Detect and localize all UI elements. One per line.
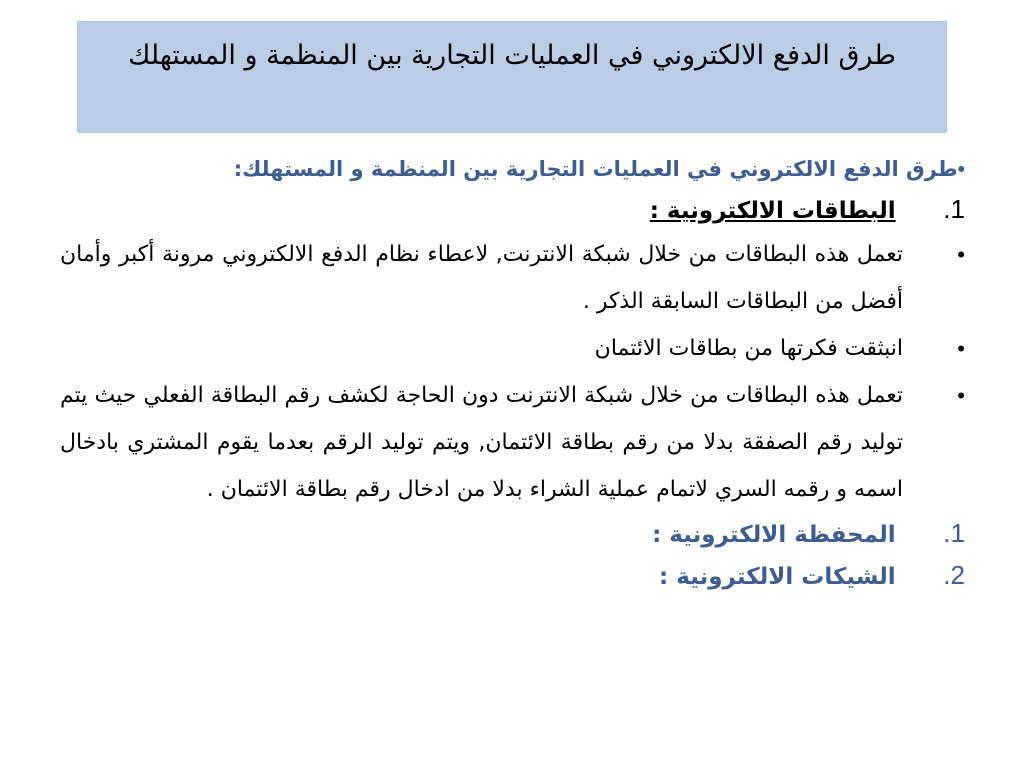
item-label: الشيكات الالكترونية : — [659, 564, 896, 590]
numbered-item-cards — [60, 189, 965, 231]
numbered-item-wallet — [60, 513, 965, 555]
bullet-marker: • — [957, 336, 965, 361]
item-label: البطاقات الالكترونية : — [649, 198, 896, 224]
item-number: 1. — [943, 194, 965, 224]
bullet-text: تعمل هذه البطاقات من خلال شبكة الانترنت, لاعطاء نظام الدفع الالكتروني مرونة أكبر وأمان أفضل من البطاقات السابقة الذكر . — [60, 242, 903, 314]
section-heading-text: طرق الدفع الالكتروني في العمليات التجارية بين المنظمة و المستهلك: — [233, 157, 958, 181]
item-label: المحفظة الالكترونية : — [652, 522, 896, 548]
section-heading — [60, 150, 965, 189]
section-bullet-marker: • — [957, 158, 965, 181]
item-number: 2. — [943, 560, 965, 590]
bullet-item — [60, 372, 965, 513]
bullet-text: تعمل هذه البطاقات من خلال شبكة الانترنت دون الحاجة لكشف رقم البطاقة الفعلي حيث يتم توليد رقم الصفقة بدلا من رقم بطاقة الائتمان, ويتم توليد الرقم بعدما يقوم المشتري بادخال اسمه و رقمه السري لاتمام عملية الشراء بدلا من ادخال رقم بطاقة الائتمان . — [60, 383, 903, 502]
bullet-item — [60, 325, 965, 372]
slide-title: طرق الدفع الالكتروني في العمليات التجارية بين المنظمة و المستهلك — [128, 40, 896, 71]
bullet-text: انبثقت فكرتها من بطاقات الائتمان — [594, 336, 903, 361]
item-number: 1. — [943, 518, 965, 548]
bullet-item — [60, 231, 965, 325]
numbered-item-cheques — [60, 555, 965, 597]
title-box — [77, 21, 947, 133]
bullet-marker: • — [957, 242, 965, 267]
bullet-marker: • — [957, 383, 965, 408]
slide-content — [60, 150, 965, 597]
